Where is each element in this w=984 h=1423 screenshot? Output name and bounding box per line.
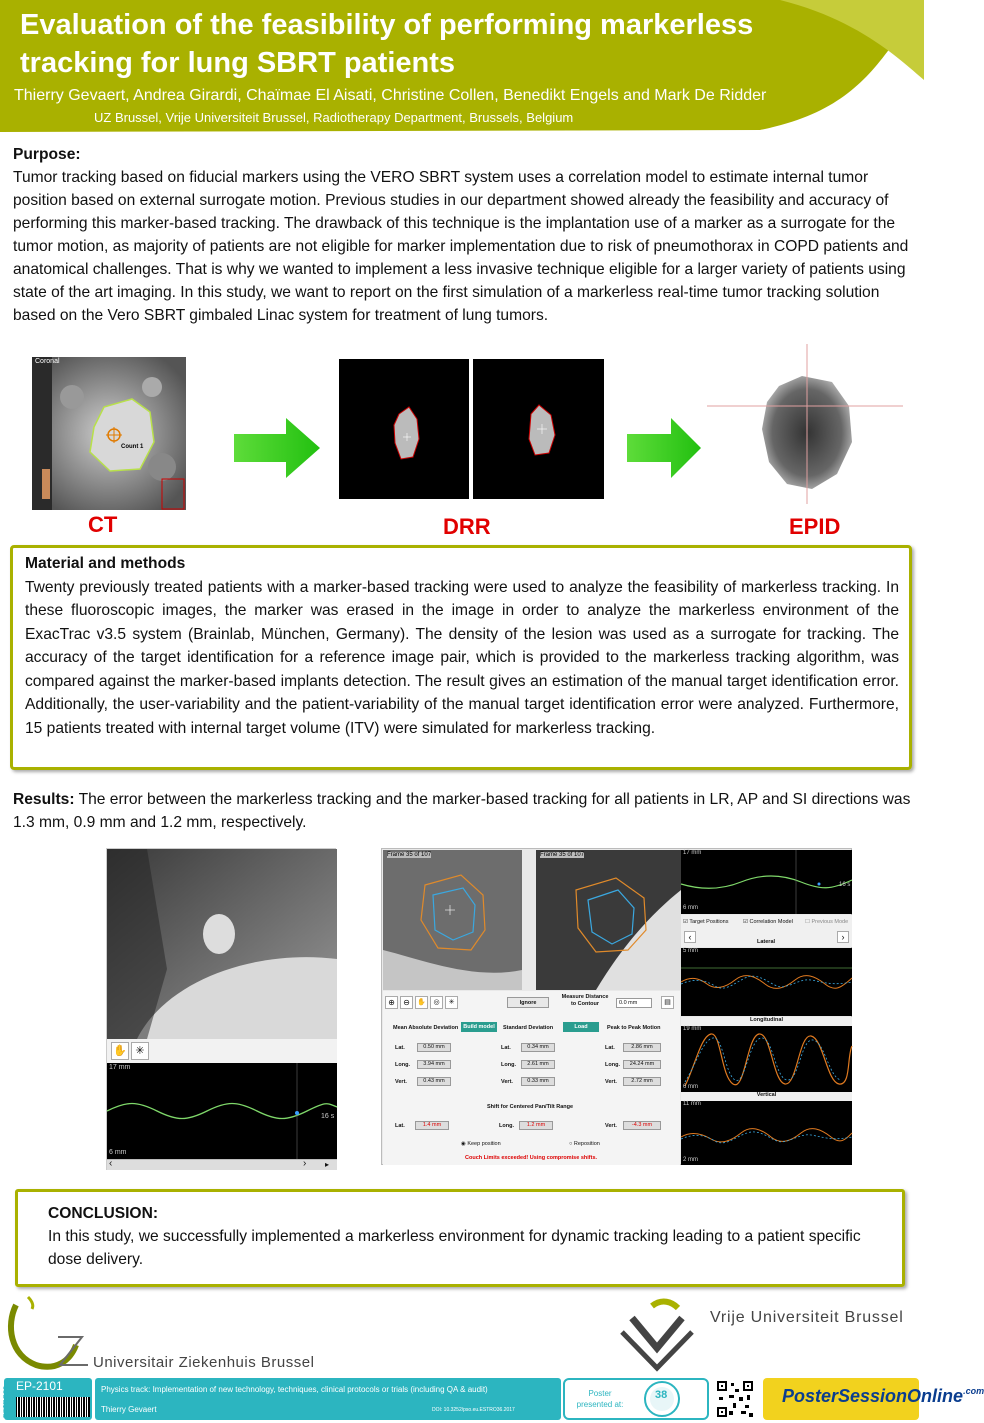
hand-icon[interactable]: ✋ bbox=[415, 996, 428, 1009]
window-level-icon[interactable]: ◎ bbox=[430, 996, 443, 1009]
play-icon[interactable]: ▸ bbox=[325, 1160, 330, 1169]
ptp-long-label: Long. bbox=[605, 1062, 620, 1068]
arrow-right-icon bbox=[627, 418, 701, 478]
plot-left-time-label: 16 s bbox=[321, 1113, 335, 1120]
ct-overlay-label: Coronal bbox=[35, 358, 60, 365]
fluoro-left-view bbox=[383, 850, 522, 990]
purpose-heading: Purpose: bbox=[13, 146, 81, 163]
shift-heading: Shift for Centered Pan/Tilt Range bbox=[487, 1104, 574, 1110]
ptp-heading: Peak to Peak Motion bbox=[607, 1025, 661, 1031]
ct-point-label: Count 1 bbox=[121, 444, 144, 450]
conclusion-heading: CONCLUSION: bbox=[48, 1205, 159, 1222]
mad-vert-label: Vert. bbox=[395, 1079, 407, 1085]
estro-badge-number: 38 bbox=[655, 1389, 668, 1401]
sd-long-label: Long. bbox=[501, 1062, 516, 1068]
sd-lat-value: 0.34 mm bbox=[521, 1043, 555, 1052]
pso-com: .com bbox=[963, 1386, 984, 1396]
conclusion-text: In this study, we successfully implemented a markerless environment for dynamic tracking leading to a patient specific dose delivery. bbox=[48, 1228, 861, 1268]
mad-heading: Mean Absolute Deviation bbox=[393, 1025, 459, 1031]
corr-time-label: 16 s bbox=[839, 882, 851, 888]
correlation-model-label: Correlation Model bbox=[749, 919, 793, 925]
zoom-in-icon[interactable]: ⊕ bbox=[385, 996, 398, 1009]
longitudinal-title: Longitudinal bbox=[681, 1017, 852, 1026]
longitudinal-plot bbox=[681, 1026, 852, 1092]
vert-bottom-label: 2 mm bbox=[683, 1157, 698, 1163]
measure-distance-input[interactable]: 0.0 mm bbox=[616, 998, 652, 1008]
epid-label: EPID bbox=[789, 514, 841, 539]
shift-lat-value: 1.4 mm bbox=[415, 1121, 449, 1130]
ptp-lat-value: 2.86 mm bbox=[623, 1043, 661, 1052]
keep-position-radio[interactable]: ◉ Keep position bbox=[461, 1141, 501, 1147]
fluoro-figure bbox=[106, 848, 336, 1170]
fluoro-image bbox=[107, 849, 337, 1039]
ignore-button[interactable]: Ignore bbox=[507, 997, 549, 1008]
methods-section bbox=[10, 545, 912, 770]
corr-top-label: 17 mm bbox=[683, 850, 702, 856]
drr-label: DRR bbox=[443, 514, 491, 539]
chevron-right-icon[interactable]: › bbox=[303, 1158, 307, 1169]
sd-vert-value: 0.33 mm bbox=[521, 1077, 555, 1086]
results-section bbox=[13, 788, 913, 834]
results-heading: Results: bbox=[13, 791, 75, 808]
mad-lat-label: Lat. bbox=[395, 1045, 405, 1051]
conclusion-section bbox=[15, 1189, 905, 1287]
sd-vert-label: Vert. bbox=[501, 1079, 513, 1085]
reposition-label: Reposition bbox=[573, 1141, 600, 1147]
mad-vert-value: 0.43 mm bbox=[417, 1077, 451, 1086]
results-text: The error between the markerless tracking and the marker-based tracking for all patients in LR, AP and SI directions was 1.3 mm, 0.9 mm and 1.2 mm, respectively. bbox=[13, 791, 911, 831]
corr-bottom-label: 6 mm bbox=[683, 905, 698, 911]
lateral-title: Lateral bbox=[757, 939, 776, 945]
affiliation: UZ Brussel, Vrije Universiteit Brussel, Radiotherapy Department, Brussels, Belgium bbox=[94, 110, 574, 125]
sd-lat-label: Lat. bbox=[501, 1045, 511, 1051]
uz-brussel-name: Universitair Ziekenhuis Brussel bbox=[93, 1354, 315, 1371]
plot-left-top-label: 17 mm bbox=[109, 1064, 131, 1071]
previous-mode-label: Previous Mode bbox=[811, 919, 849, 925]
epid-image bbox=[707, 344, 903, 504]
purpose-section bbox=[13, 143, 911, 327]
ep-id: EP-2101 bbox=[16, 1379, 63, 1393]
pso-logo-text bbox=[782, 1386, 984, 1407]
qr-code-icon[interactable] bbox=[715, 1379, 755, 1419]
target-positions-label: Target Positions bbox=[689, 919, 729, 925]
chevron-left-icon[interactable]: ‹ bbox=[684, 931, 696, 943]
motion-plot-left bbox=[107, 1063, 337, 1159]
barcode bbox=[16, 1397, 90, 1417]
correlation-model-checkbox[interactable]: ☑ Correlation Model bbox=[743, 919, 793, 925]
ptp-vert-label: Vert. bbox=[605, 1079, 617, 1085]
vertical-plot bbox=[681, 1101, 852, 1165]
purpose-text: Tumor tracking based on fiducial markers using the VERO SBRT system uses a correlation model to estimate internal tumor position based on external surrogate motion. Previous studies in our department showed already the feasibility and accuracy of performing this marker-based tracking. The drawback of this technique is the implantation use of a marker as a surrogate for the tumor motion, as majority of patients are not eligible for marker implementation due to risk of pneumothorax in COPD patients and anatomical challenges. That is why we wanted to implement a less invasive technique eligible for a larger variety of patients using state of the art imaging. In this study, we want to report on the first simulation of a markerless real-time tumor tracking solution based on the Vero SBRT gimbaled Linac system for treatment of lung tumors. bbox=[13, 169, 909, 324]
mad-long-value: 3.94 mm bbox=[417, 1060, 451, 1069]
lat-top-label: 5 mm bbox=[683, 948, 698, 954]
control-panel bbox=[383, 991, 680, 1165]
mad-long-label: Long. bbox=[395, 1062, 410, 1068]
vub-name: Vrije Universiteit Brussel bbox=[710, 1309, 904, 1326]
target-positions-checkbox[interactable]: ☑ Target Positions bbox=[683, 919, 729, 925]
lateral-plot bbox=[681, 948, 852, 1016]
long-bottom-label: 6 mm bbox=[683, 1084, 698, 1090]
contrast-icon[interactable]: ✳ bbox=[131, 1042, 149, 1060]
authors: Thierry Gevaert, Andrea Girardi, Chaïmae El Aisati, Christine Collen, Benedikt Engels and Mark De Ridder bbox=[14, 87, 767, 104]
previous-mode-checkbox[interactable]: ☐ Previous Mode bbox=[805, 919, 849, 925]
shift-long-value: 1.2 mm bbox=[519, 1121, 553, 1130]
contrast-icon[interactable]: ✳ bbox=[445, 996, 458, 1009]
save-icon[interactable]: ▤ bbox=[661, 996, 674, 1009]
fluoro-right-view bbox=[536, 850, 681, 990]
correlation-plot bbox=[681, 850, 852, 914]
ptp-long-value: 24.24 mm bbox=[623, 1060, 661, 1069]
load-button[interactable]: Load bbox=[563, 1022, 599, 1032]
mad-lat-value: 0.50 mm bbox=[417, 1043, 451, 1052]
arrow-right-icon bbox=[234, 418, 320, 478]
shift-lat-label: Lat. bbox=[395, 1123, 405, 1129]
vub-logo bbox=[612, 1298, 702, 1372]
measure-distance-button[interactable]: Measure Distance to Contour bbox=[561, 994, 609, 1007]
presented-text: Poster presented at: bbox=[576, 1389, 624, 1409]
sd-long-value: 2.61 mm bbox=[521, 1060, 555, 1069]
sd-heading: Standard Deviation bbox=[503, 1025, 554, 1031]
plot-left-bottom-label: 6 mm bbox=[109, 1149, 127, 1156]
vert-top-label: 11 mm bbox=[683, 1101, 701, 1107]
ct-label: CT bbox=[88, 512, 118, 537]
header bbox=[0, 0, 924, 132]
reposition-radio[interactable]: ○ Reposition bbox=[569, 1141, 600, 1147]
methods-heading: Material and methods bbox=[25, 555, 186, 572]
build-model-button[interactable]: Build model bbox=[461, 1022, 497, 1032]
pso-name: PosterSessionOnline bbox=[782, 1386, 964, 1406]
shift-long-label: Long. bbox=[499, 1123, 514, 1129]
long-top-label: 19 mm bbox=[683, 1026, 702, 1032]
hand-icon[interactable]: ✋ bbox=[111, 1042, 129, 1060]
ptp-lat-label: Lat. bbox=[605, 1045, 615, 1051]
drr-image-2 bbox=[473, 359, 604, 499]
track-text: Physics track: Implementation of new technology, techniques, clinical protocols or trials (including QA & audit) bbox=[101, 1385, 488, 1394]
chevron-right-icon[interactable]: › bbox=[837, 931, 849, 943]
frame-label-left: Frame 35 of 107 bbox=[387, 852, 432, 858]
drr-image-1 bbox=[339, 359, 469, 499]
doi-text: DOI: 10.3252/pso.eu.ESTRO36.2017 bbox=[432, 1407, 515, 1413]
ptp-vert-value: 2.72 mm bbox=[623, 1077, 661, 1086]
methods-text: Twenty previously treated patients with a marker-based tracking were used to analyze the feasibility of markerless tracking. In these fluoroscopic images, the marker was erased in the image in order to analyze the markerless environment of the ExacTrac v3.5 system (Brainlab, München, Germany). The density of the lesion was used as a surrogate for tracking. The accuracy of the target identification for a reference image pair, which is provided to the markerless tracking algorithm, was compared against the marker-based implants detection. The result gives an estimation of the manual target identification error. Additionally, the user-variability and the patient-variability of the manual target identification error were analyzed. Furthermore, 15 patients treated with internal target volume (ITV) were simulated for markerless tracking. bbox=[25, 578, 899, 737]
chevron-left-icon[interactable]: ‹ bbox=[109, 1158, 113, 1169]
zoom-out-icon[interactable]: ⊖ bbox=[400, 996, 413, 1009]
ct-image bbox=[32, 357, 186, 510]
track-author: Thierry Gevaert bbox=[101, 1405, 157, 1414]
vertical-title: Vertical bbox=[681, 1092, 852, 1101]
shift-vert-label: Vert. bbox=[605, 1123, 617, 1129]
vertical-id: ESTRO36 bbox=[3, 1386, 10, 1418]
tracking-software-figure bbox=[381, 848, 852, 1165]
couch-limit-warning: Couch Limits exceeded! Using compromise shifts. bbox=[465, 1155, 598, 1161]
shift-vert-value: -4.3 mm bbox=[623, 1121, 661, 1130]
poster-title: Evaluation of the feasibility of performing markerless tracking for lung SBRT patients bbox=[20, 9, 754, 79]
frame-label-right: Frame 35 of 107 bbox=[540, 852, 585, 858]
timeline-scrollbar[interactable] bbox=[107, 1159, 337, 1170]
keep-position-label: Keep position bbox=[467, 1141, 501, 1147]
